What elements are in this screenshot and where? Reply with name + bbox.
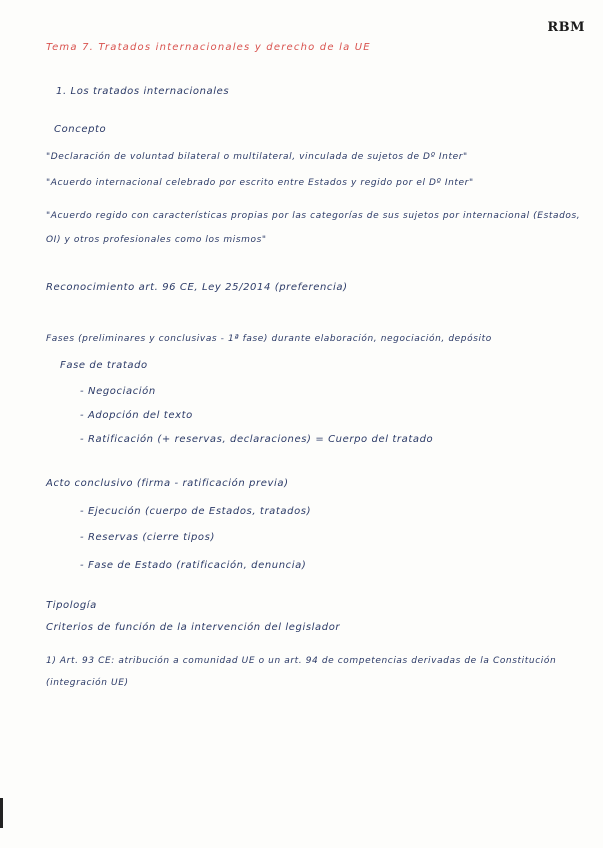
- phases-line: Fases (preliminares y conclusivas - 1ª fase) durante elaboración, negociación, depósito: [46, 334, 492, 344]
- phase-item-3: - Ratificación (+ reservas, declaraciones) = Cuerpo del tratado: [80, 434, 434, 445]
- subheading-tipologia: Tipología: [46, 600, 97, 611]
- subheading-concepto: Concepto: [54, 124, 107, 135]
- section-heading: 1. Los tratados internacionales: [56, 86, 230, 97]
- conclusive-item-3: - Fase de Estado (ratificación, denuncia): [80, 560, 307, 571]
- rbm-logo: RBM: [547, 20, 585, 35]
- conclusive-item-2: - Reservas (cierre tipos): [80, 532, 215, 543]
- definition-1: "Declaración de voluntad bilateral o multilateral, vinculada de sujetos de Dº Inter": [46, 152, 468, 162]
- recognition-line: Reconocimiento art. 96 CE, Ley 25/2014 (preferencia): [46, 282, 348, 293]
- phase-item-1: - Negociación: [80, 386, 156, 397]
- definition-3: "Acuerdo regido con características propias por las categorías de sus sujetos por internacional (Estados, OI) y otros profesionales como los mismos": [46, 211, 581, 245]
- scan-edge-mark: [0, 798, 3, 828]
- conclusive-act-line: Acto conclusivo (firma - ratificación previa): [46, 478, 289, 489]
- phase-item-2: - Adopción del texto: [80, 410, 193, 421]
- conclusive-item-1: - Ejecución (cuerpo de Estados, tratados): [80, 506, 312, 517]
- definition-2: "Acuerdo internacional celebrado por escrito entre Estados y regido por el Dº Inter": [46, 178, 474, 188]
- article-93-line: 1) Art. 93 CE: atribución a comunidad UE o un art. 94 de competencias derivadas de la Constitución (integración UE): [46, 656, 557, 688]
- phase-label: Fase de tratado: [60, 360, 148, 371]
- criteria-line: Criterios de función de la intervención del legislador: [46, 622, 341, 633]
- page-title: Tema 7. Tratados internacionales y derecho de la UE: [46, 42, 371, 53]
